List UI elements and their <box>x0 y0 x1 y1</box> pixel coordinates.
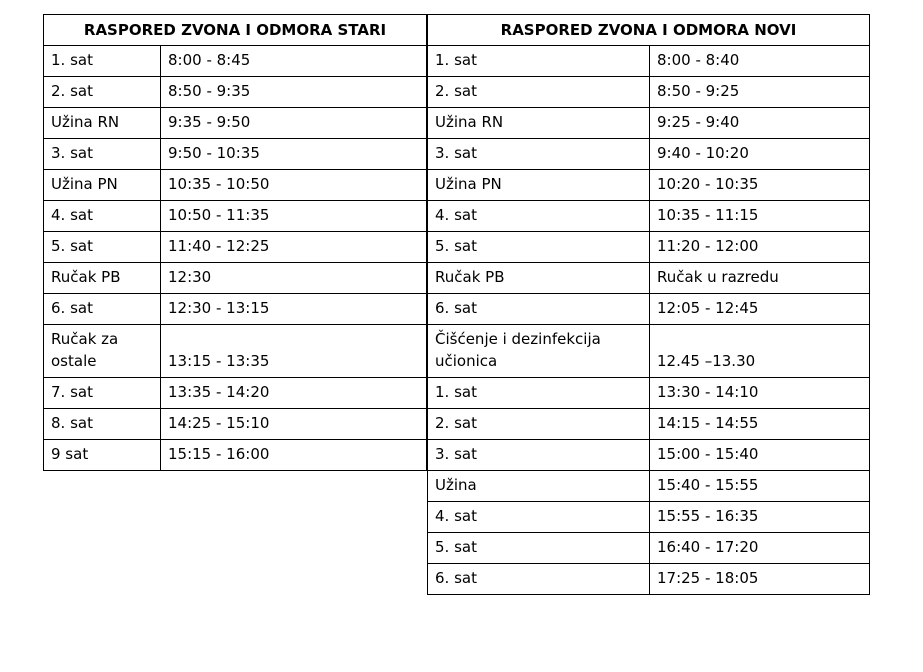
period-time: 11:40 - 12:25 <box>161 232 427 263</box>
table-row <box>44 325 427 378</box>
period-label: Ručak PB <box>428 263 650 294</box>
period-label: 3. sat <box>428 440 650 471</box>
period-time: 9:40 - 10:20 <box>650 139 870 170</box>
new-schedule-title: RASPORED ZVONA I ODMORA NOVI <box>428 15 870 46</box>
period-label: 6. sat <box>428 294 650 325</box>
period-time: 12:05 - 12:45 <box>650 294 870 325</box>
old-schedule-header-row <box>44 15 427 46</box>
period-time: 10:50 - 11:35 <box>161 201 427 232</box>
table-row <box>44 294 427 325</box>
period-time: 17:25 - 18:05 <box>650 564 870 595</box>
table-row <box>428 77 870 108</box>
period-label: 3. sat <box>428 139 650 170</box>
period-label: 2. sat <box>428 77 650 108</box>
table-row <box>428 378 870 409</box>
period-time: 11:20 - 12:00 <box>650 232 870 263</box>
table-row <box>428 409 870 440</box>
table-row <box>428 263 870 294</box>
period-label: Ručak za ostale <box>44 325 161 378</box>
period-time: 14:25 - 15:10 <box>161 409 427 440</box>
table-row <box>428 232 870 263</box>
period-label: 4. sat <box>44 201 161 232</box>
table-row <box>428 294 870 325</box>
table-row <box>428 440 870 471</box>
period-label: Užina PN <box>428 170 650 201</box>
period-time: 15:15 - 16:00 <box>161 440 427 471</box>
table-row <box>428 564 870 595</box>
old-schedule-table <box>43 14 427 471</box>
period-time: 16:40 - 17:20 <box>650 533 870 564</box>
table-row <box>428 471 870 502</box>
period-time: 13:35 - 14:20 <box>161 378 427 409</box>
period-time: 9:25 - 9:40 <box>650 108 870 139</box>
period-time: 10:20 - 10:35 <box>650 170 870 201</box>
period-time: 13:30 - 14:10 <box>650 378 870 409</box>
period-label: Užina <box>428 471 650 502</box>
period-time: 8:50 - 9:25 <box>650 77 870 108</box>
table-row <box>44 77 427 108</box>
period-time: 12:30 - 13:15 <box>161 294 427 325</box>
period-label: 5. sat <box>428 533 650 564</box>
period-time: 15:55 - 16:35 <box>650 502 870 533</box>
table-row <box>44 232 427 263</box>
period-time: 8:00 - 8:45 <box>161 46 427 77</box>
table-row <box>44 378 427 409</box>
period-label: 2. sat <box>428 409 650 440</box>
period-label: 3. sat <box>44 139 161 170</box>
period-time: 9:35 - 9:50 <box>161 108 427 139</box>
period-label: 5. sat <box>428 232 650 263</box>
period-label: Užina RN <box>428 108 650 139</box>
period-label: Ručak PB <box>44 263 161 294</box>
table-row <box>428 170 870 201</box>
period-label: Užina PN <box>44 170 161 201</box>
period-label: 6. sat <box>44 294 161 325</box>
table-row <box>44 440 427 471</box>
table-row <box>44 201 427 232</box>
old-schedule-title: RASPORED ZVONA I ODMORA STARI <box>44 15 427 46</box>
period-time: 10:35 - 11:15 <box>650 201 870 232</box>
new-schedule-body <box>428 46 870 595</box>
table-row <box>428 139 870 170</box>
period-time: Ručak u razredu <box>650 263 870 294</box>
new-schedule-table <box>427 14 870 595</box>
period-time: 8:50 - 9:35 <box>161 77 427 108</box>
period-label: 1. sat <box>428 378 650 409</box>
new-schedule-header-row <box>428 15 870 46</box>
table-row <box>44 263 427 294</box>
period-time: 9:50 - 10:35 <box>161 139 427 170</box>
old-schedule-body <box>44 46 427 471</box>
table-row <box>428 325 870 378</box>
period-label: 2. sat <box>44 77 161 108</box>
table-row <box>44 139 427 170</box>
period-label: 1. sat <box>428 46 650 77</box>
period-time: 10:35 - 10:50 <box>161 170 427 201</box>
period-label: 1. sat <box>44 46 161 77</box>
period-time: 14:15 - 14:55 <box>650 409 870 440</box>
table-row <box>428 108 870 139</box>
table-row <box>428 533 870 564</box>
period-time: 15:40 - 15:55 <box>650 471 870 502</box>
period-label: 5. sat <box>44 232 161 263</box>
period-time: 8:00 - 8:40 <box>650 46 870 77</box>
period-label: 6. sat <box>428 564 650 595</box>
table-row <box>44 409 427 440</box>
period-time: 12:30 <box>161 263 427 294</box>
period-label: 9 sat <box>44 440 161 471</box>
period-label: 4. sat <box>428 201 650 232</box>
period-label: Užina RN <box>44 108 161 139</box>
table-row <box>428 502 870 533</box>
table-row <box>44 108 427 139</box>
period-label: 4. sat <box>428 502 650 533</box>
table-row <box>428 46 870 77</box>
period-time: 13:15 - 13:35 <box>161 325 427 378</box>
table-row <box>428 201 870 232</box>
period-time: 15:00 - 15:40 <box>650 440 870 471</box>
period-label: 8. sat <box>44 409 161 440</box>
period-label: Čišćenje i dezinfekcija učionica <box>428 325 650 378</box>
period-label: 7. sat <box>44 378 161 409</box>
table-row <box>44 170 427 201</box>
period-time: 12.45 –13.30 <box>650 325 870 378</box>
table-row <box>44 46 427 77</box>
